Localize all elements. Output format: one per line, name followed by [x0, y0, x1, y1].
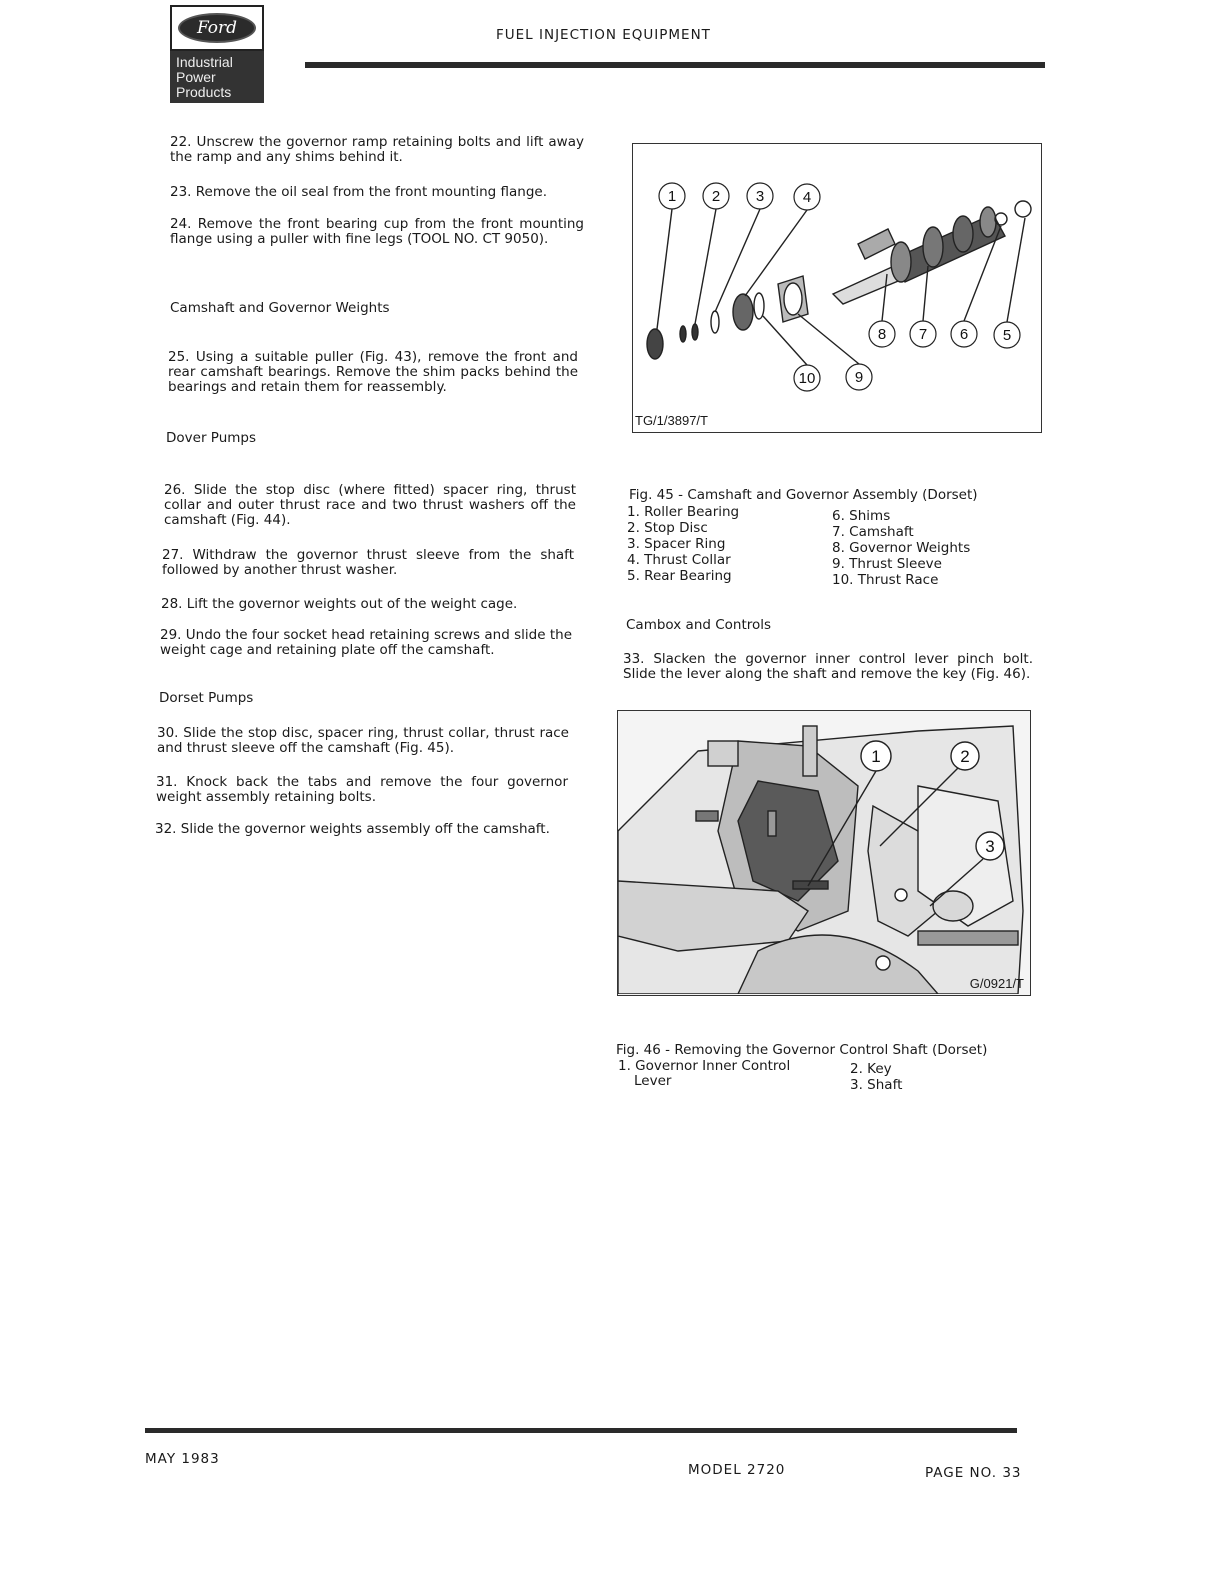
ford-oval-logo: [170, 5, 264, 51]
fig46-callout-2: 2: [960, 747, 970, 766]
division-line-3: Products: [176, 84, 232, 100]
legend-item-shims: 6. Shims: [832, 508, 891, 524]
footer-date: MAY 1983: [145, 1451, 220, 1467]
fig45-callouts: [659, 183, 1020, 391]
running-title: FUEL INJECTION EQUIPMENT: [496, 27, 711, 43]
fig45-callout-1: 1: [667, 188, 677, 205]
figure-46-removing-governor-control-shaft: [617, 710, 1031, 996]
fig45-callout-3: 3: [755, 188, 765, 205]
figure-45-legend-left: [627, 504, 739, 584]
legend-item-roller-bearing: 1. Roller Bearing: [627, 504, 740, 520]
step-26: 26. Slide the stop disc (where fitted) spacer ring, thrust collar and outer thrust race and two thrust washers off the camshaft (Fig. 44).: [164, 482, 576, 528]
legend-item-governor-weights: 8. Governor Weights: [832, 540, 971, 556]
step-24: 24. Remove the front bearing cup from the front mounting flange using a puller with fine legs (TOOL NO. CT 9050).: [170, 216, 584, 247]
fig46-legend-item-1: 1. Governor Inner Control: [618, 1058, 791, 1074]
step-32: 32. Slide the governor weights assembly off the camshaft.: [155, 821, 550, 837]
ford-logo-text: Ford: [178, 13, 256, 43]
footer-model: MODEL 2720: [688, 1462, 786, 1478]
fig46-callout-3: 3: [985, 837, 995, 856]
fig45-callout-9: 9: [854, 369, 864, 386]
step-27: 27. Withdraw the governor thrust sleeve from the shaft followed by another thrust washer.: [162, 547, 574, 578]
roller-bearing-illustration: [647, 329, 663, 359]
fig45-callout-8: 8: [877, 326, 887, 343]
footer-rule: [145, 1428, 1017, 1433]
fig46-legend-item-key: 2. Key: [850, 1061, 892, 1077]
step-22: 22. Unscrew the governor ramp retaining bolts and lift away the ramp and any shims behind it.: [170, 134, 584, 165]
fig45-callout-7: 7: [918, 326, 928, 343]
figure-46-caption: Fig. 46 - Removing the Governor Control Shaft (Dorset): [616, 1042, 988, 1058]
legend-item-camshaft: 7. Camshaft: [832, 524, 914, 540]
fig46-legend-item-shaft: 3. Shaft: [850, 1077, 903, 1093]
legend-item-thrust-collar: 4. Thrust Collar: [627, 552, 731, 568]
division-line-2: Power: [176, 69, 216, 85]
fig45-callout-4: 4: [802, 189, 812, 206]
heading-dorset-pumps: Dorset Pumps: [159, 690, 254, 706]
step-33: 33. Slacken the governor inner control lever pinch bolt. Slide the lever along the shaft and remove the key (Fig. 46).: [623, 651, 1033, 682]
figure-45-camshaft-governor-assembly: [632, 143, 1042, 433]
heading-cambox-and-controls: Cambox and Controls: [626, 617, 772, 633]
step-29: 29. Undo the four socket head retaining screws and slide the weight cage and retaining plate off the camshaft.: [160, 627, 572, 658]
figure-46-reference-tag: G/0921/T: [969, 976, 1024, 991]
ford-industrial-power-logo: [170, 5, 266, 103]
fig46-callout-1: 1: [871, 747, 881, 766]
figure-46-photo: [618, 711, 1029, 994]
heading-dover-pumps: Dover Pumps: [166, 430, 257, 446]
figure-45-drawing: [633, 144, 1040, 431]
fig45-callout-10: 10: [798, 370, 816, 387]
division-line-1: Industrial: [176, 54, 233, 70]
figure-45-reference-tag: TG/1/3897/T: [635, 413, 708, 428]
figure-45-legend-right: [832, 508, 970, 588]
fig45-callout-6: 6: [959, 326, 969, 343]
legend-item-spacer-ring: 3. Spacer Ring: [627, 536, 726, 552]
header-rule: [305, 62, 1045, 68]
step-31: 31. Knock back the tabs and remove the four governor weight assembly retaining bolts.: [156, 774, 568, 805]
step-28: 28. Lift the governor weights out of the weight cage.: [161, 596, 518, 612]
fig45-callout-2: 2: [711, 188, 721, 205]
camshaft-illustration: [833, 201, 1031, 304]
division-label: [170, 51, 264, 103]
legend-item-thrust-race: 10. Thrust Race: [832, 572, 939, 588]
footer-page-number: PAGE NO. 33: [925, 1465, 1022, 1481]
heading-camshaft-governor-weights: Camshaft and Governor Weights: [170, 300, 390, 316]
legend-item-rear-bearing: 5. Rear Bearing: [627, 568, 732, 584]
fig45-callout-5: 5: [1002, 327, 1012, 344]
step-25: 25. Using a suitable puller (Fig. 43), remove the front and rear camshaft bearings. Remove the shim packs behind the bearings and retain them for reassembly.: [168, 349, 578, 395]
step-23: 23. Remove the oil seal from the front mounting flange.: [170, 184, 548, 200]
legend-item-stop-disc: 2. Stop Disc: [627, 520, 708, 536]
figure-45-caption: Fig. 45 - Camshaft and Governor Assembly (Dorset): [629, 487, 978, 503]
step-30: 30. Slide the stop disc, spacer ring, thrust collar, thrust race and thrust sleeve off the camshaft (Fig. 45).: [157, 725, 569, 756]
fig46-legend-item-1-cont: Lever: [634, 1073, 672, 1089]
legend-item-thrust-sleeve: 9. Thrust Sleeve: [832, 556, 942, 572]
